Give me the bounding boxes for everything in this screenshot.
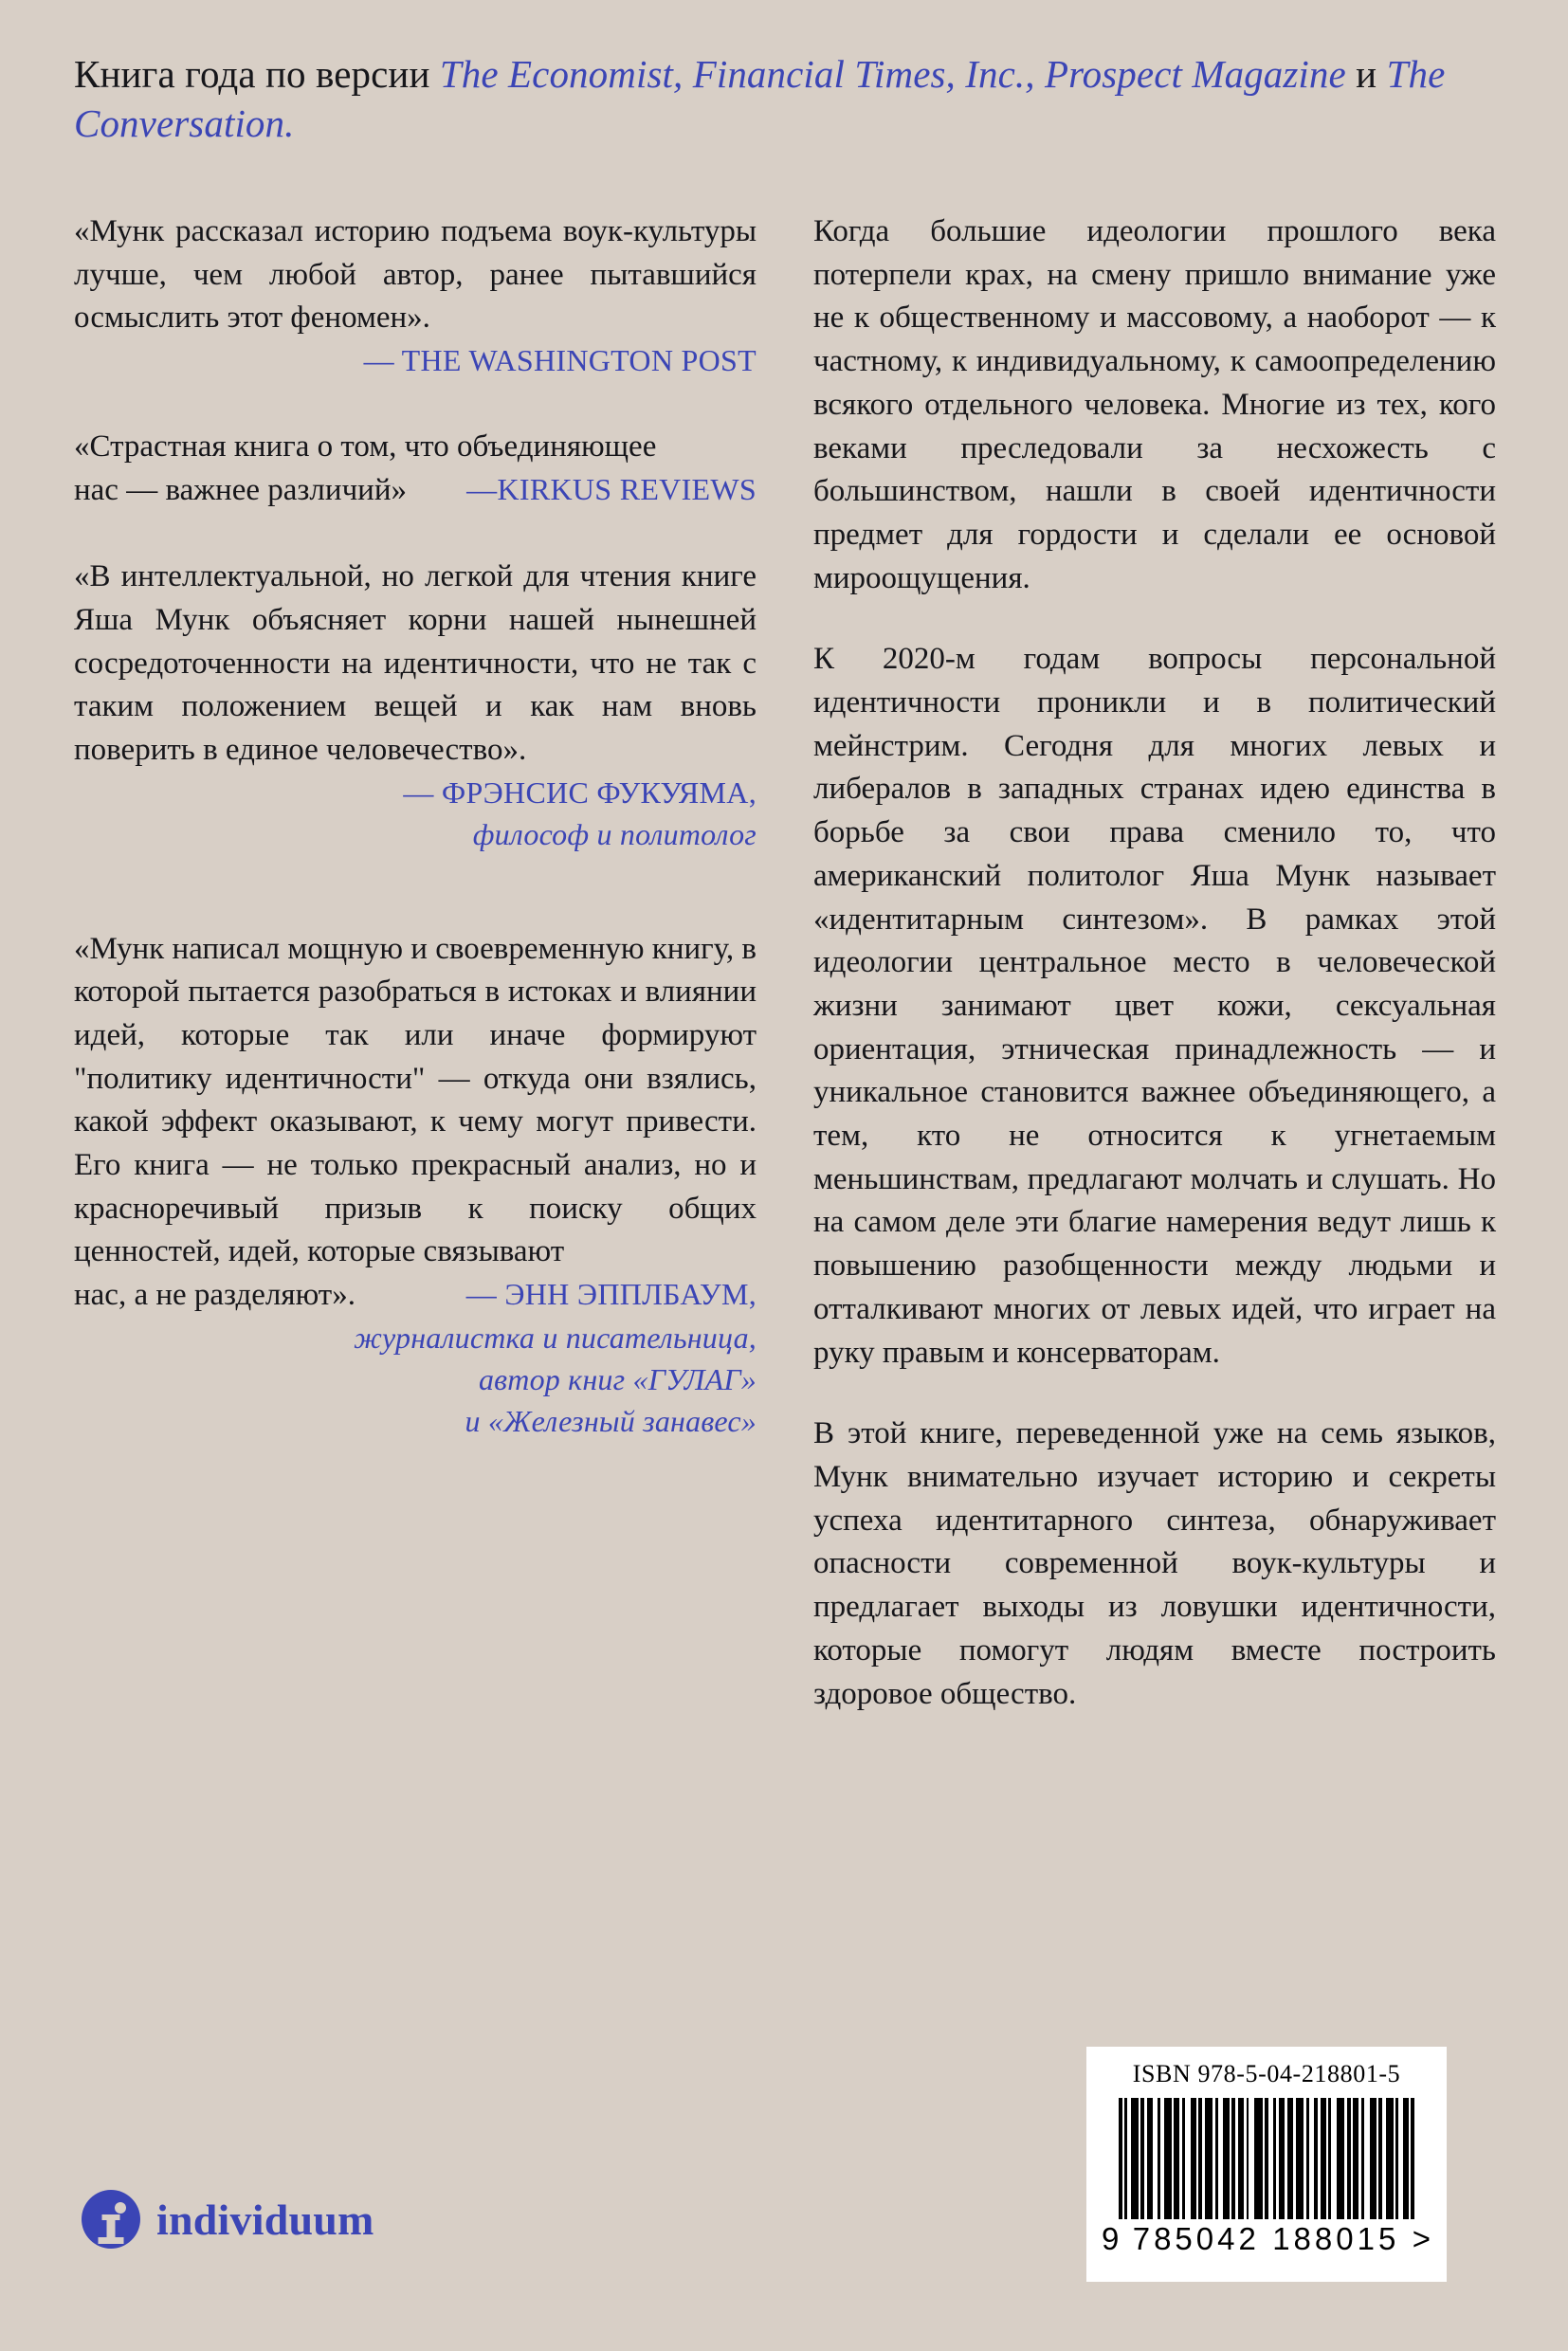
publisher-name: individuum bbox=[156, 2195, 374, 2244]
awards-header-conjunction: и bbox=[1345, 52, 1387, 96]
quotes-column bbox=[74, 210, 757, 1716]
isbn-barcode-panel bbox=[1086, 2047, 1447, 2282]
quote-text-last-line: нас, а не разделяют». bbox=[74, 1278, 356, 1313]
barcode-digit-prefix: 9 bbox=[1102, 2221, 1121, 2256]
quote-kirkus-reviews bbox=[74, 426, 757, 512]
barcode-digit-group-2: 188015 bbox=[1272, 2221, 1400, 2256]
blurb-paragraph-1: Когда большие идеологии прошлого века потерпели крах, на смену пришло внимание уже не к общественному и массовому, а наоборот — к частному, к индивидуальному, к самоопределению всякого отдельного человека. Многие из тех, кого веками преследовали за несхожесть с большинством, нашли в своей идентичности предмет для гордости и сделали ее основой мироощущения. bbox=[813, 214, 1496, 595]
quote-role-line-3: и «Железный занавес» bbox=[465, 1403, 757, 1438]
quote-source: — THE WASHINGTON POST bbox=[363, 343, 757, 378]
quote-text: «Мунк написал мощную и своевременную книгу, в которой пытается разобраться в истоках и влиянии идей, которые так или иначе формируют "политику идентичности" — откуда они взялись, какой эффект оказывают, к чему могут привести. Его книга — не только прекрасный анализ, но и красноречивый призыв к поиску общих ценностей, идей, которые связывают bbox=[74, 931, 757, 1269]
individuum-i-circle-icon bbox=[82, 2190, 140, 2249]
i-dot-icon bbox=[115, 2202, 126, 2214]
barcode-bars bbox=[1119, 2098, 1414, 2219]
i-foot-icon bbox=[99, 2237, 124, 2244]
quote-source-role bbox=[74, 1318, 757, 1442]
quote-line-with-source bbox=[74, 469, 757, 513]
publisher-logo bbox=[82, 2190, 374, 2249]
barcode-digit-suffix: > bbox=[1412, 2221, 1431, 2256]
quote-source: — ФРЭНСИС ФУКУЯМА, bbox=[403, 775, 757, 810]
quote-washington-post bbox=[74, 210, 757, 382]
quote-text-line-1: «Страстная книга о том, что объединяющее bbox=[74, 428, 657, 464]
barcode-digits bbox=[1100, 2221, 1433, 2257]
awards-header-lead: Книга года по версии bbox=[74, 52, 440, 96]
quote-line-with-source bbox=[74, 1274, 757, 1318]
awards-header bbox=[74, 49, 1496, 149]
barcode-digit-group-1: 785042 bbox=[1132, 2221, 1260, 2256]
quote-source: — ЭНН ЭППЛБАУМ, bbox=[465, 1277, 757, 1312]
blurb-paragraph-3: В этой книге, переведенной уже на семь языков, Мунк внимательно изучает историю и секреты успеха идентитарного синтеза, обнаруживает опасности современной воук-культуры и предлагает выходы из ловушки идентичности, которые помогут людям вместе построить здоровое общество. bbox=[813, 1416, 1496, 1711]
awards-publication-last: The Conversation. bbox=[74, 52, 1446, 146]
quote-role-text: философ и политолог bbox=[472, 816, 757, 851]
quote-text: «Мунк рассказал историю подъема воук-культуры лучше, чем любой автор, ранее пытавшийся осмыслить этот феномен». bbox=[74, 214, 757, 336]
content-columns bbox=[74, 210, 1496, 1716]
i-stem-icon bbox=[107, 2214, 116, 2239]
quote-source-role bbox=[74, 814, 757, 856]
quote-text-line-2: нас — важнее различий» bbox=[74, 472, 407, 507]
quote-role-line-1: журналистка и писательница, bbox=[354, 1320, 757, 1355]
quote-text: «В интеллектуальной, но легкой для чтения книге Яша Мунк объясняет корни нашей нынешней сосредоточенности на идентичности, что не так с таким положением вещей и как нам вновь поверить в единое человечество». bbox=[74, 559, 757, 768]
quote-role-line-2: автор книг «ГУЛАГ» bbox=[478, 1361, 757, 1396]
isbn-label: ISBN 978-5-04-218801-5 bbox=[1132, 2060, 1401, 2087]
quote-fukuyama bbox=[74, 556, 757, 855]
quote-source: —KIRKUS REVIEWS bbox=[466, 471, 757, 506]
blurb-column bbox=[813, 210, 1496, 1716]
quote-applebaum bbox=[74, 928, 757, 1443]
awards-publications: The Economist, Financial Times, Inc., Prospect Magazine bbox=[439, 52, 1346, 96]
blurb-paragraph-2: К 2020-м годам вопросы персональной идентичности проникли и в политический мейнстрим. Сегодня для многих левых и либералов в западных странах идею единства в борьбе за свои права сменило то, что американский политолог Яша Мунк называет «идентитарным синтезом». В рамках этой идеологии центральное место в человеческой жизни занимают цвет кожи, сексуальная ориентация, этническая принадлежность — и уникальное становится важнее объединяющего, а тем, кто не относится к угнетаемым меньшинствам, предлагают молчать и слушать. Но на самом деле эти благие намерения ведут лишь к повышению разобщенности между людьми и отталкивают многих от левых идей, что играет на руку правым и консерваторам. bbox=[813, 642, 1496, 1370]
